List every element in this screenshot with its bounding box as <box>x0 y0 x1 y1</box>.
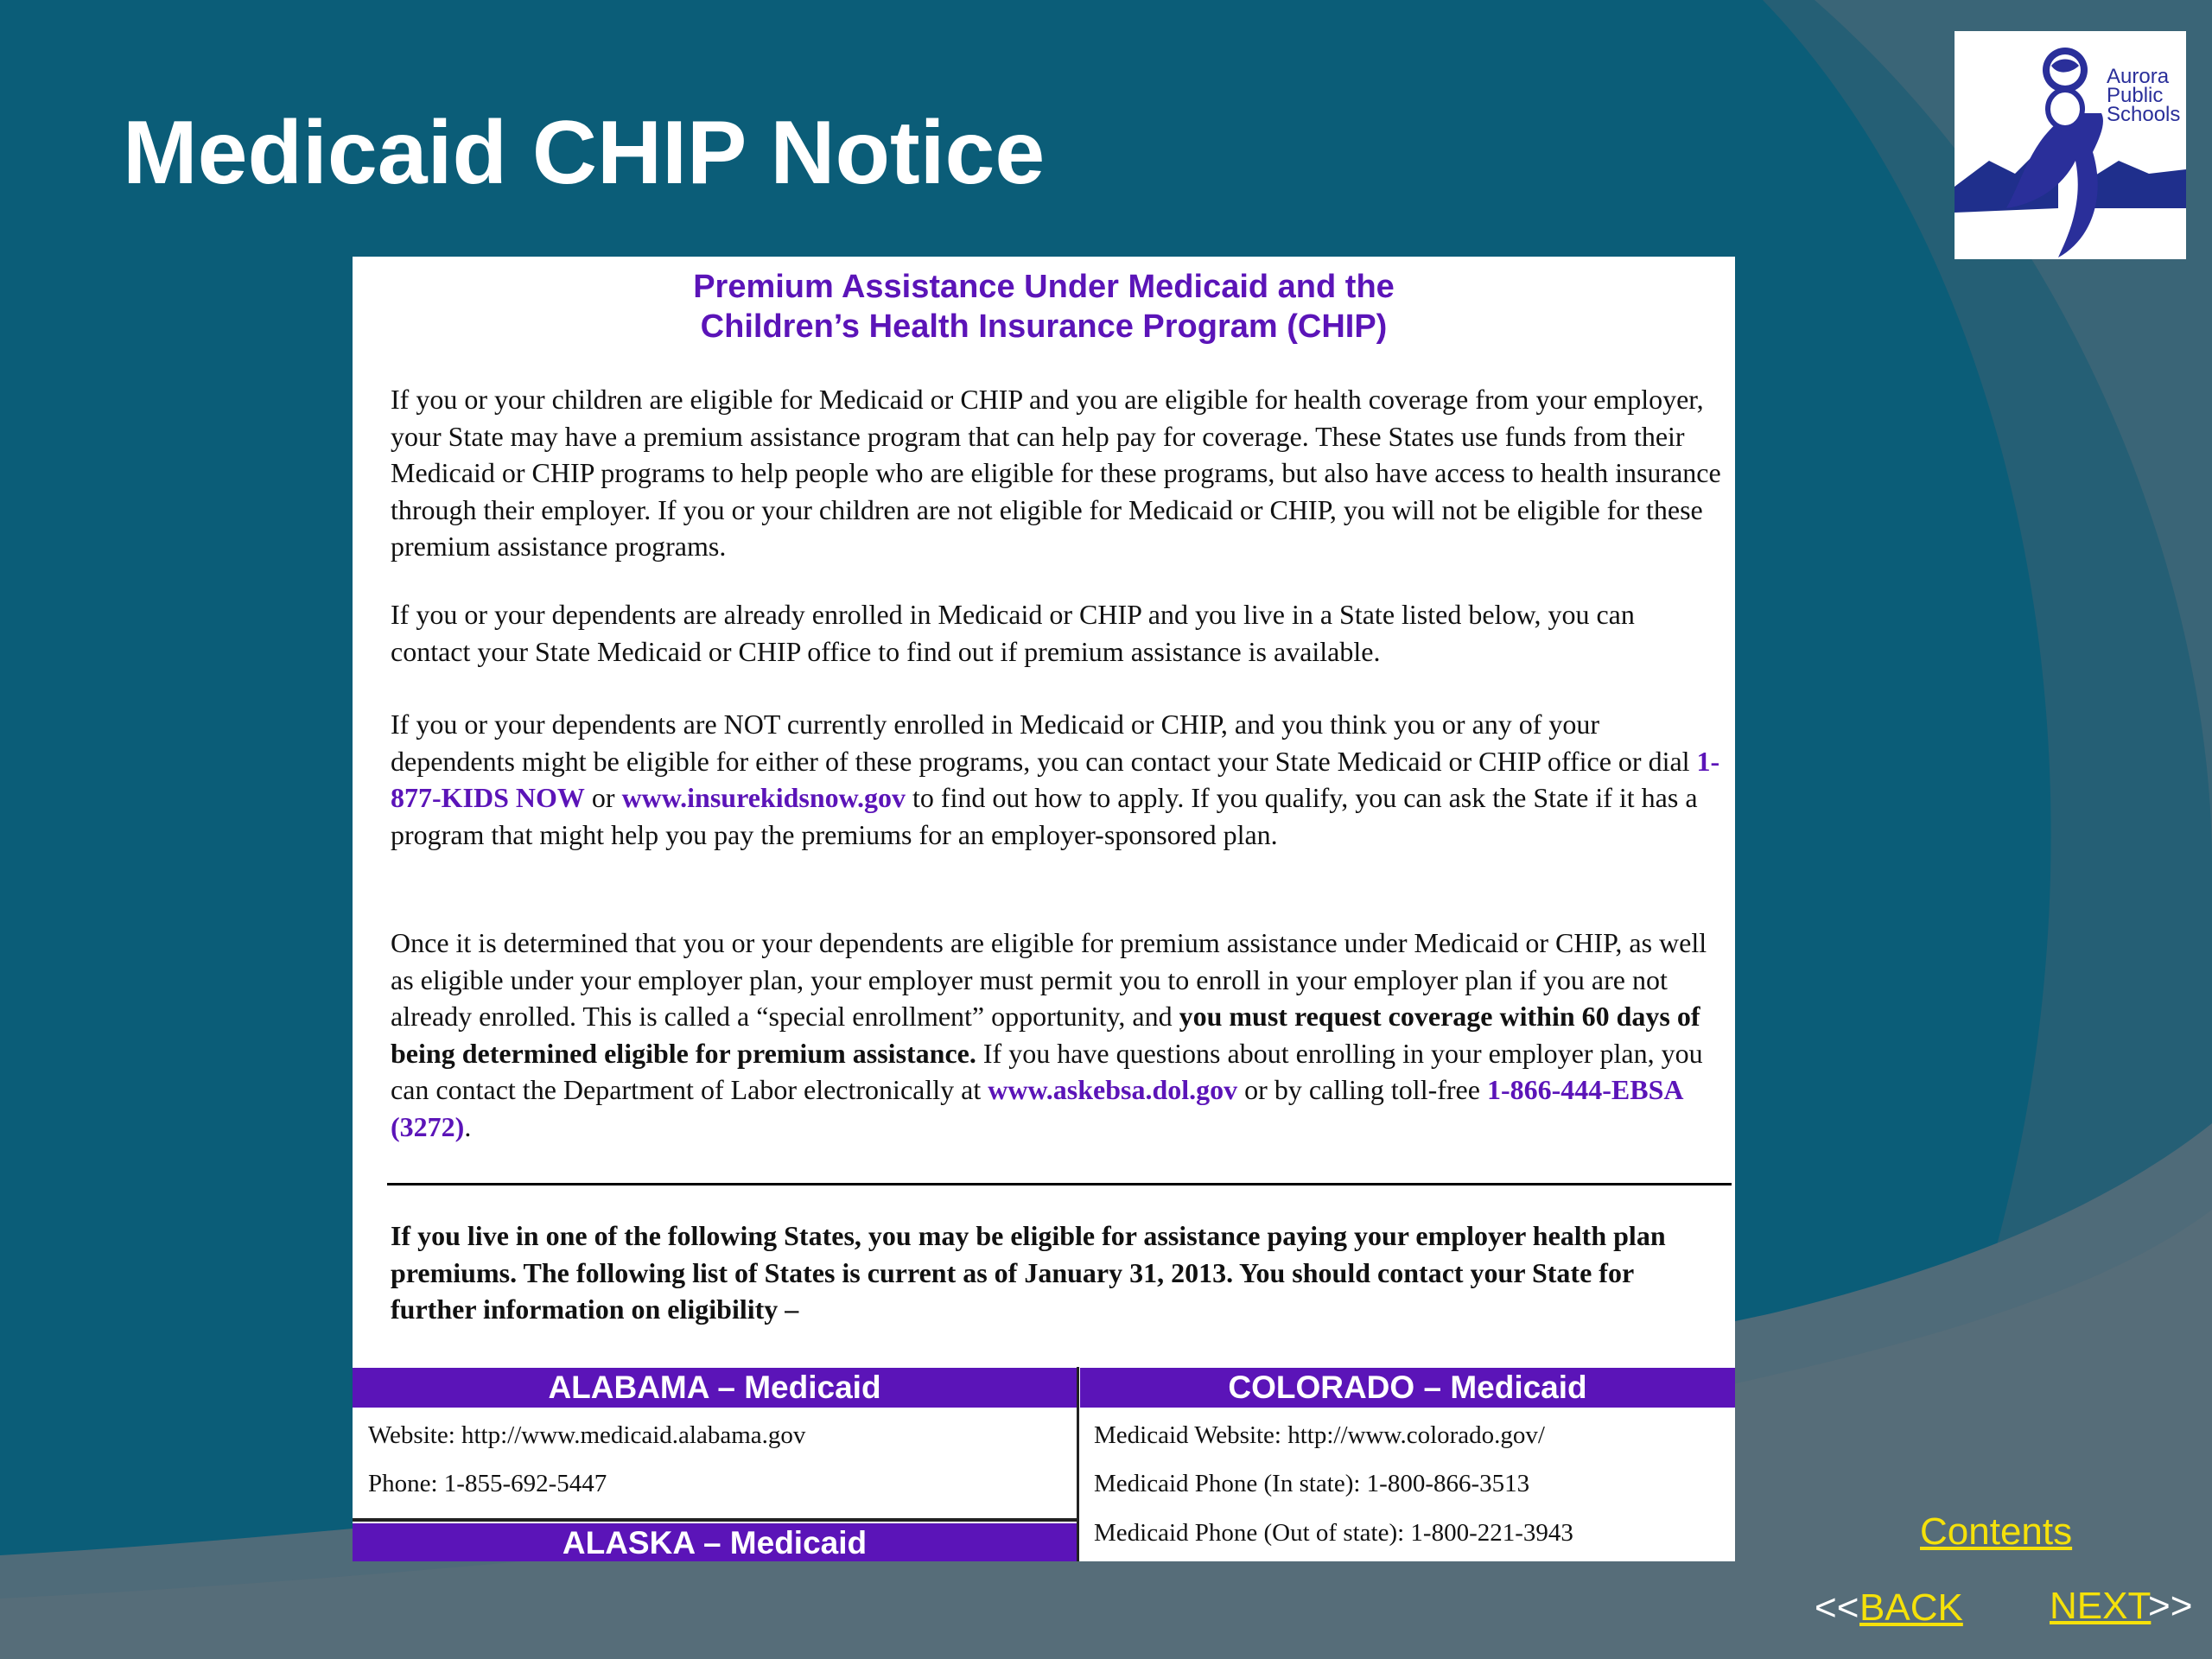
paragraph-eligibility: If you or your children are eligible for Medicaid or CHIP and you are eligible for health coverage from your employer, your State may have a premium assistance program that can help pay for coverage. These States use funds from their Medicaid or CHIP programs to help people who are eligible for these programs, but also have access to health insurance through their employer. If you or your children are not eligible for Medicaid or CHIP, you will not be eligible for these premium assistance programs. <box>391 384 1721 562</box>
alabama-phone: Phone: 1-855-692-5447 <box>368 1470 607 1497</box>
alabama-website: Website: http://www.medicaid.alabama.gov <box>368 1421 806 1449</box>
sixty-day-deadline: you must request coverage within 60 days of being determined eligible for premium assistance. <box>391 1001 1700 1069</box>
state-header-alaska: ALASKA – Medicaid <box>353 1523 1077 1561</box>
next-arrow-icon: >> <box>2148 1585 2193 1627</box>
svg-text:Schools: Schools <box>2107 103 2181 126</box>
kids-now-phone-link[interactable]: 1-877-KIDS NOW <box>391 745 1720 813</box>
svg-text:Aurora: Aurora <box>2107 65 2170 88</box>
medicaid-chip-notice-document <box>353 257 1735 1561</box>
heading-line-2: Children’s Health Insurance Program (CHIP) <box>700 308 1388 345</box>
document-heading <box>353 267 1735 346</box>
paragraph-not-enrolled: If you or your dependents are NOT currently enrolled in Medicaid or CHIP, and you think you or any of your dependents might be eligible for either of these programs, you can contact your State Medicaid or CHIP office or dial 1-877-KIDS NOW or www.insurekidsnow.gov to find out how to apply. If you qualify, you can ask the State if it has a program that might help you pay the premiums for an employer-sponsored plan. <box>391 709 1720 850</box>
state-table-column-divider <box>1077 1367 1079 1561</box>
askebsa-link[interactable]: www.askebsa.dol.gov <box>988 1074 1238 1105</box>
section-divider <box>387 1183 1732 1185</box>
ebsa-phone-link[interactable]: 1-866-444-EBSA (3272) <box>391 1074 1682 1142</box>
paragraph-state-list-intro: If you live in one of the following States, you may be eligible for assistance paying your employer health plan premiums. The following list of States is current as of January 31, 2013. You should contact your State for further information on eligibility – <box>391 1220 1666 1325</box>
colorado-phone-in-state: Medicaid Phone (In state): 1-800-866-3513 <box>1094 1470 1530 1497</box>
colorado-phone-out-of-state: Medicaid Phone (Out of state): 1-800-221-3943 <box>1094 1519 1573 1547</box>
heading-line-1: Premium Assistance Under Medicaid and the <box>693 269 1395 305</box>
insurekidsnow-link[interactable]: www.insurekidsnow.gov <box>621 782 906 813</box>
aurora-public-schools-logo <box>1955 31 2186 259</box>
next-link[interactable]: NEXT <box>2050 1585 2152 1627</box>
svg-text:Public: Public <box>2107 84 2164 107</box>
slide-title: Medicaid CHIP Notice <box>123 103 1046 203</box>
state-header-alabama: ALABAMA – Medicaid <box>353 1368 1077 1408</box>
back-arrow-icon: << <box>1815 1586 1859 1629</box>
colorado-website: Medicaid Website: http://www.colorado.gov/ <box>1094 1421 1545 1449</box>
state-header-colorado: COLORADO – Medicaid <box>1080 1368 1735 1408</box>
paragraph-already-enrolled: If you or your dependents are already enrolled in Medicaid or CHIP and you live in a State listed below, you can contact your State Medicaid or CHIP office to find out if premium assistance is available. <box>391 599 1635 667</box>
contents-link[interactable]: Contents <box>1920 1510 2073 1553</box>
state-table-row-divider <box>353 1518 1077 1522</box>
back-link[interactable]: BACK <box>1859 1586 1963 1629</box>
paragraph-special-enrollment: Once it is determined that you or your dependents are eligible for premium assistance under Medicaid or CHIP, as well as eligible under your employer plan, your employer must permit you to enroll in your employer plan if you are not already enrolled. This is called a “special enrollment” opportunity, and you must request coverage within 60 days of being determined eligible for premium assistance. If you have questions about enrolling in your employer plan, you can contact the Department of Labor electronically at www.askebsa.dol.gov or by calling toll-free 1-866-444-EBSA (3272). <box>391 927 1707 1142</box>
